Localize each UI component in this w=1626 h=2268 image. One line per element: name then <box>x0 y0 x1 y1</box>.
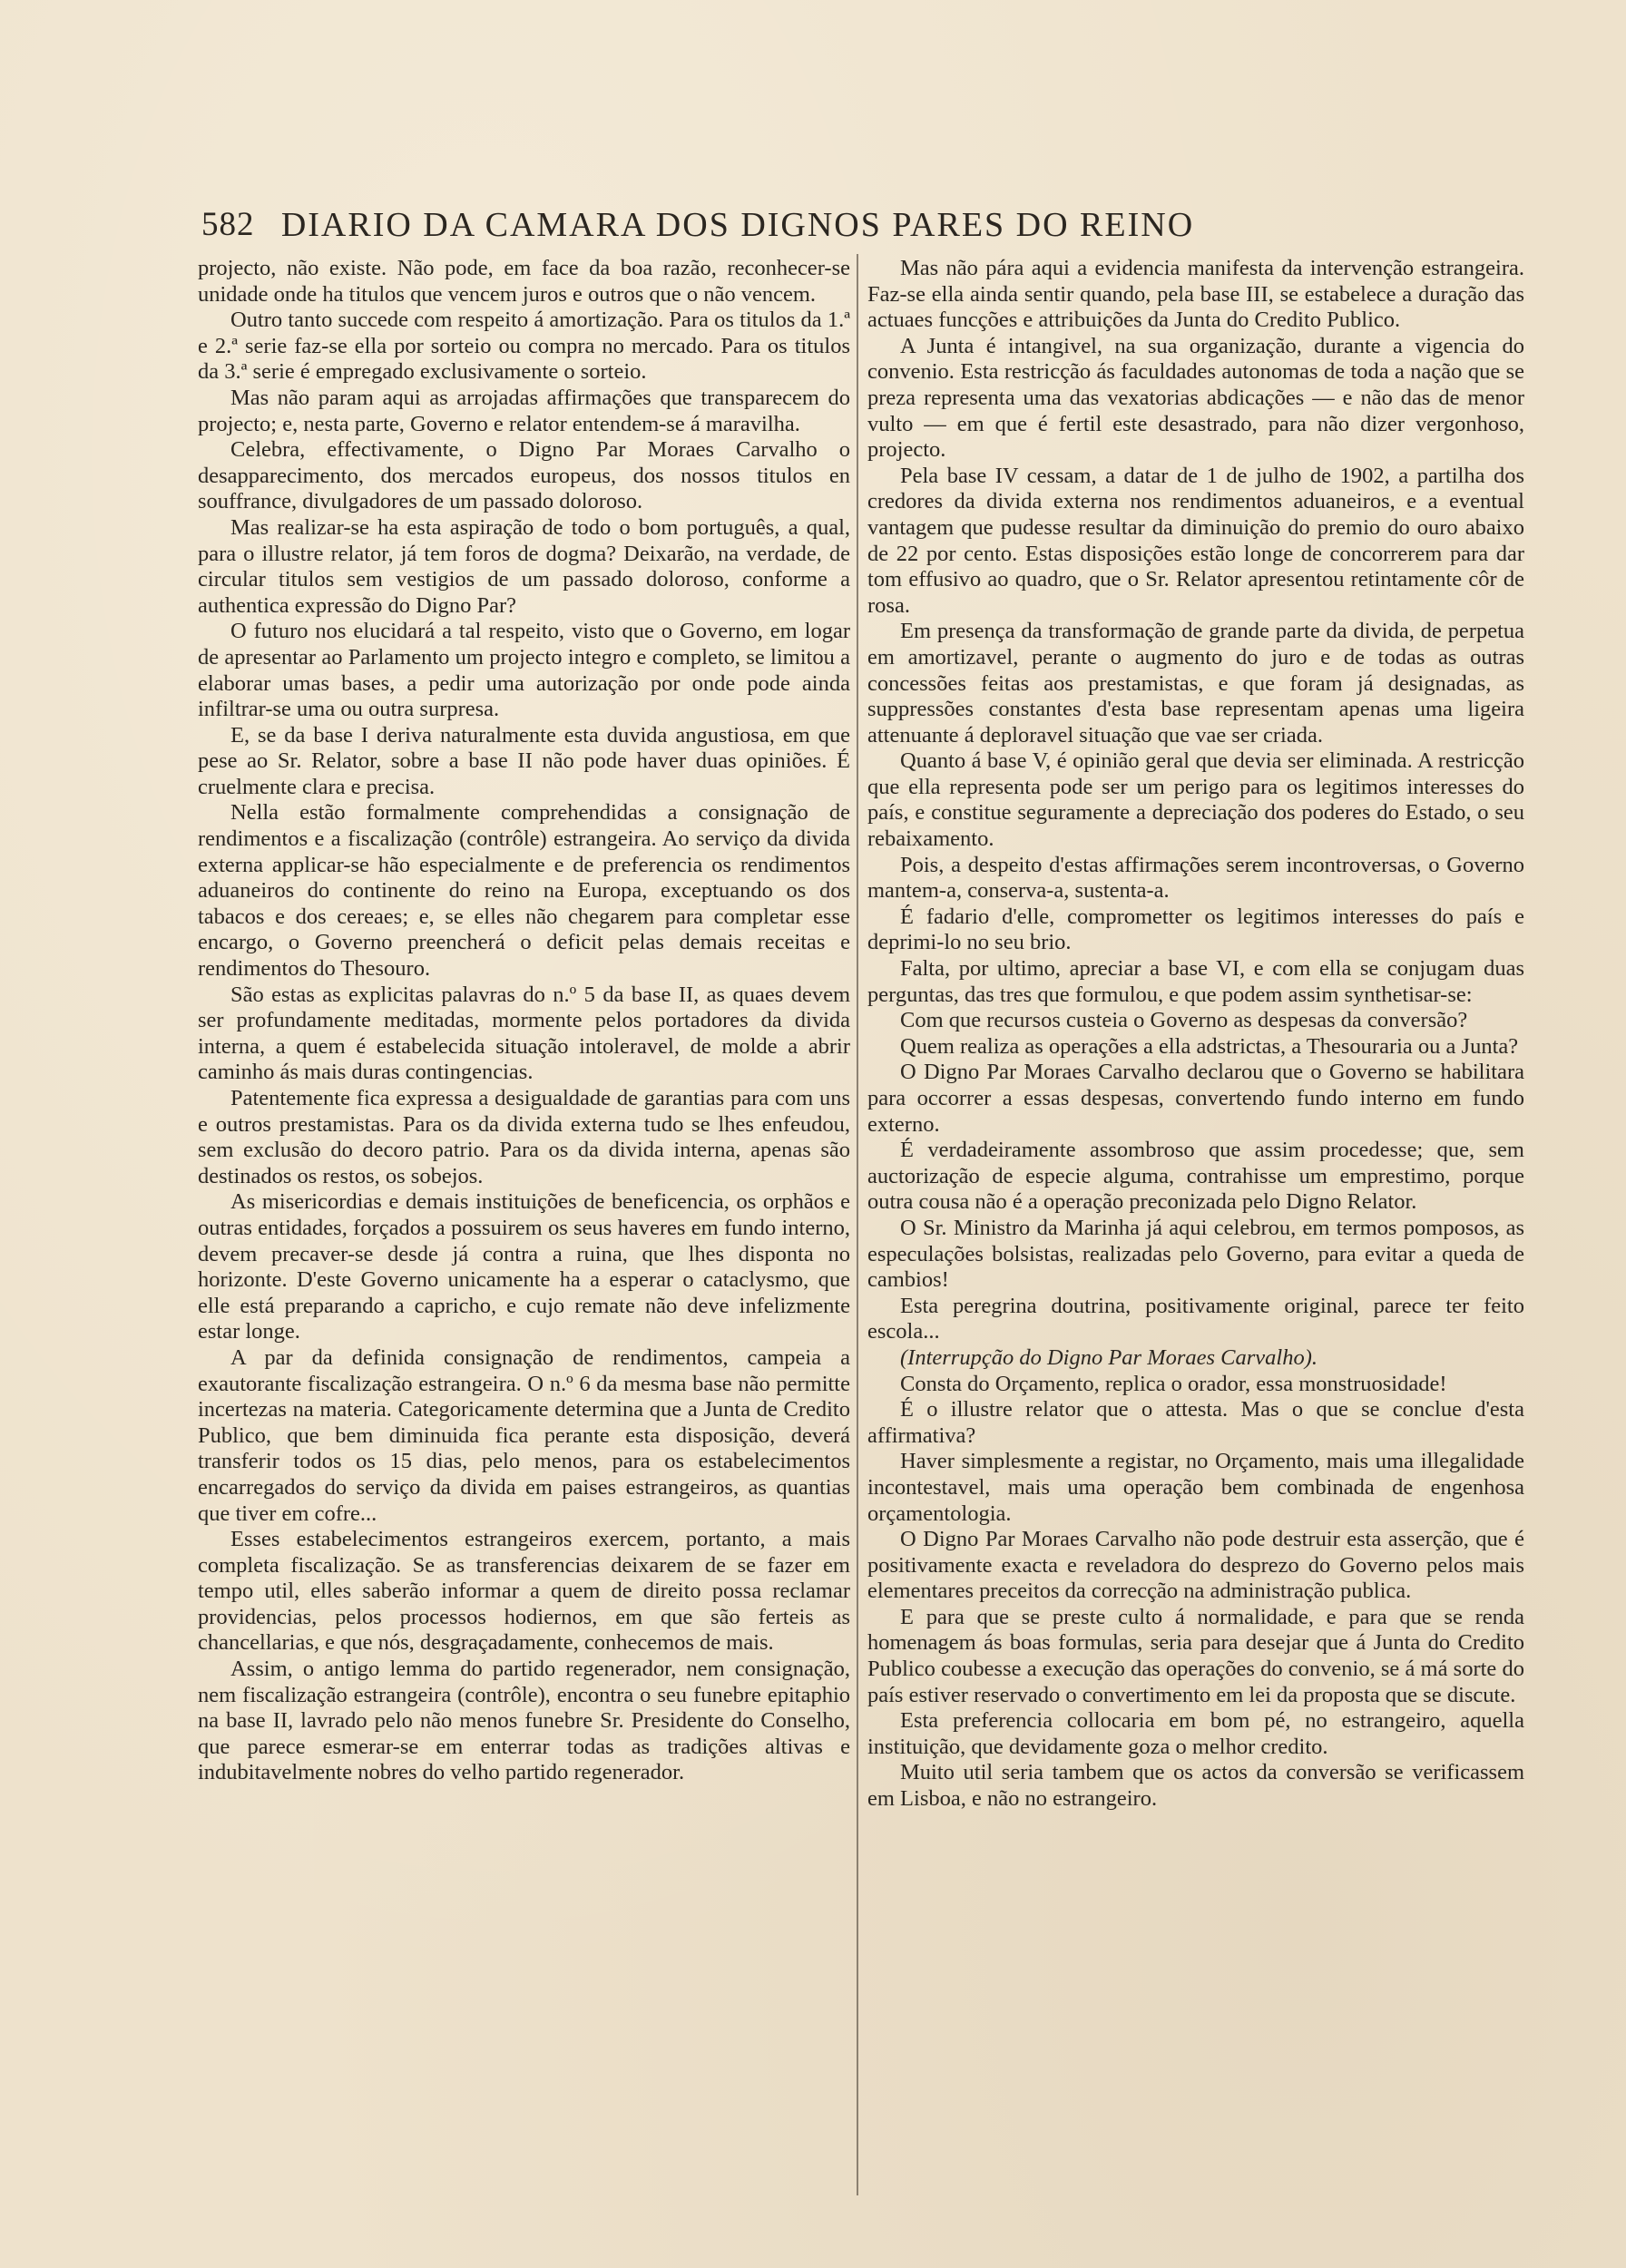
paragraph: Esta peregrina doutrina, positivamente original, parece ter feito escola... <box>867 1293 1524 1344</box>
paragraph: projecto, não existe. Não pode, em face da boa razão, reconhecer-se unidade onde ha titulos que vencem juros e outros que o não vencem. <box>198 256 850 307</box>
paragraph: Assim, o antigo lemma do partido regenerador, nem consignação, nem fiscalização estrangeira (contrôle), encontra o seu funebre epitaphio na base II, lavrado pelo não menos funebre Sr. Presidente do Conselho, que parece esmerar-se em enterrar todas as tradições altivas e indubitavelmente nobres do velho partido regenerador. <box>198 1657 850 1785</box>
running-title: DIARIO DA CAMARA DOS DIGNOS PARES DO REINO <box>280 206 1195 244</box>
paragraph: Mas não param aqui as arrojadas affirmações que transparecem do projecto; e, nesta parte, Governo e relator entendem-se á maravilha. <box>198 385 850 436</box>
paragraph: Falta, por ultimo, apreciar a base VI, e com ella se conjugam duas perguntas, das tres que formulou, e que podem assim synthetisar-se: <box>867 956 1524 1007</box>
paragraph: Com que recursos custeia o Governo as despesas da conversão? <box>900 1008 1468 1033</box>
paragraph: A Junta é intangivel, na sua organização, durante a vigencia do convenio. Esta restricção ás faculdades autonomas de toda a nação que se preza representa uma das vexatorias abdicações — e não das de menor vulto — em que é fertil este desastrado, para não dizer vergonhoso, projecto. <box>867 333 1524 463</box>
paragraph: E, se da base I deriva naturalmente esta duvida angustiosa, em que pese ao Sr. Relator, sobre a base II não pode haver duas opiniões. É cruelmente clara e precisa. <box>198 722 850 799</box>
paragraph: O Digno Par Moraes Carvalho declarou que o Governo se habilitara para occorrer a essas despesas, convertendo fundo interno em fundo externo. <box>867 1060 1524 1137</box>
paragraph: As misericordias e demais instituições de beneficencia, os orphãos e outras entidades, forçados a possuirem os seus haveres em fundo interno, devem precaver-se desde já contra a ruina, que lhes disponta no horizonte. D'este Governo unicamente ha a esperar o cataclysmo, que elle está preparando a capricho, e cujo remate não deve infelizmente estar longe. <box>198 1189 850 1344</box>
paragraph: A par da definida consignação de rendimentos, campeia a exautorante fiscalização estrangeira. O n.º 6 da mesma base não permitte incertezas na materia. Categoricamente determina que a Junta de Credito Publico, que bem diminuida fica perante esta disposição, deverá transferir todos os 15 dias, pelo menos, para os estabelecimentos encarregados do serviço da divida em paises estrangeiros, as quantias que tiver em cofre... <box>198 1344 850 1526</box>
paragraph: Mas não pára aqui a evidencia manifesta da intervenção estrangeira. Faz-se ella ainda sentir quando, pela base III, se estabelece a duração das actuaes funcções e attribuições da Junta do Credito Publico. <box>867 256 1524 333</box>
column-divider <box>857 254 858 2195</box>
paragraph: Nella estão formalmente comprehendidas a consignação de rendimentos e a fiscalização (contrôle) estrangeira. Ao serviço da divida externa applicar-se hão especialmente e de preferencia os rendimentos aduaneiros do continente do reino na Europa, exceptuando os dos tabacos e dos cereaes; e, se elles não chegarem para completar esse encargo, o Governo preencherá o deficit pelas demais receitas e rendimentos do Thesouro. <box>198 800 850 982</box>
paragraph: Em presença da transformação de grande parte da divida, de perpetua em amortizavel, perante o augmento do juro e de todas as outras concessões feitas aos prestamistas, e que foram já designadas, as suppressões constantes d'esta base representam apenas uma ligeira attenuante á deploravel situação que vae ser criada. <box>867 619 1524 748</box>
paragraph: Patentemente fica expressa a desigualdade de garantias para com uns e outros prestamistas. Para os da divida externa tudo se lhes enfeudou, sem exclusão do decoro patrio. Para os da divida interna, apenas são destinados os restos, os sobejos. <box>198 1086 850 1188</box>
left-column <box>198 256 850 1786</box>
paragraph: (Interrupção do Digno Par Moraes Carvalho). <box>900 1344 1318 1370</box>
paragraph: O Digno Par Moraes Carvalho não pode destruir esta asserção, que é positivamente exacta e reveladora do desprezo do Governo pelos mais elementares preceitos da correcção na administração publica. <box>867 1527 1524 1604</box>
paragraph: É verdadeiramente assombroso que assim procedesse; que, sem auctorização de especie alguma, contrahisse um emprestimo, porque outra cousa não é a operação preconizada pelo Digno Relator. <box>867 1138 1524 1215</box>
paragraph: Quem realiza as operações a ella adstrictas, a Thesouraria ou a Junta? <box>900 1033 1519 1059</box>
page-number: 582 <box>201 206 255 243</box>
paragraph: O futuro nos elucidará a tal respeito, visto que o Governo, em logar de apresentar ao Parlamento um projecto integro e completo, se limitou a elaborar umas bases, a pedir uma autorização por onde pode ainda infiltrar-se uma ou outra surpresa. <box>198 619 850 722</box>
paragraph: Esses estabelecimentos estrangeiros exercem, portanto, a mais completa fiscalização. Se as transferencias deixarem de se fazer em tempo util, elles saberão informar a quem de direito possa reclamar providencias, pelos processos hodiernos, em que são ferteis as chancellarias, e que nós, desgraçadamente, conhecemos de mais. <box>198 1527 850 1656</box>
right-column <box>867 256 1524 1813</box>
paragraph: Celebra, effectivamente, o Digno Par Moraes Carvalho o desapparecimento, dos mercados europeus, dos nossos titulos en souffrance, divulgadores de um passado doloroso. <box>198 437 850 514</box>
paragraph: São estas as explicitas palavras do n.º 5 da base II, as quaes devem ser profundamente meditadas, mormente pelos portadores da divida interna, a quem é estabelecida situação intoleravel, de molde a abrir caminho ás mais duras contingencias. <box>198 982 850 1085</box>
paragraph: Mas realizar-se ha esta aspiração de todo o bom português, a qual, para o illustre relator, já tem foros de dogma? Deixarão, na verdade, de circular titulos sem vestigios de um passado doloroso, conforme a authentica expressão do Digno Par? <box>198 514 850 618</box>
paragraph: Pela base IV cessam, a datar de 1 de julho de 1902, a partilha dos credores da divida externa nos rendimentos aduaneiros, e a eventual vantagem que pudesse resultar da diminuição do premio do ouro abaixo de 22 por cento. Estas disposições estão longe de concorrerem para dar tom effusivo ao quadro, que o Sr. Relator apresentou retintamente côr de rosa. <box>867 463 1524 618</box>
page-header <box>201 205 1274 250</box>
paragraph: É o illustre relator que o attesta. Mas o que se conclue d'esta affirmativa? <box>867 1397 1524 1448</box>
paragraph: Pois, a despeito d'estas affirmações serem incontroversas, o Governo mantem-a, conserva-a, sustenta-a. <box>867 852 1524 904</box>
paragraph: O Sr. Ministro da Marinha já aqui celebrou, em termos pomposos, as especulações bolsistas, realizadas pelo Governo, para evitar a queda de cambios! <box>867 1215 1524 1293</box>
paragraph: Haver simplesmente a registar, no Orçamento, mais uma illegalidade incontestavel, mais uma operação bem combinada de engenhosa orçamentologia. <box>867 1449 1524 1526</box>
paragraph: Muito util seria tambem que os actos da conversão se verificassem em Lisboa, e não no estrangeiro. <box>867 1760 1524 1812</box>
paragraph: Consta do Orçamento, replica o orador, essa monstruosidade! <box>900 1371 1447 1396</box>
paragraph: Esta preferencia collocaria em bom pé, no estrangeiro, aquella instituição, que devidamente goza o melhor credito. <box>867 1708 1524 1759</box>
paragraph: E para que se preste culto á normalidade, e para que se renda homenagem ás boas formulas, seria para desejar que á Junta do Credito Publico coubesse a execução das operações do convenio, se á má sorte do país estiver reservado o convertimento em lei da proposta que se discute. <box>867 1604 1524 1707</box>
paragraph: É fadario d'elle, comprometter os legitimos interesses do país e deprimi-lo no seu brio. <box>867 904 1524 955</box>
paragraph: Quanto á base V, é opinião geral que devia ser eliminada. A restricção que ella representa pode ser um perigo para os legitimos interesses do país, e constitue seguramente a depreciação dos poderes do Estado, o seu rebaixamento. <box>867 748 1524 852</box>
paragraph: Outro tanto succede com respeito á amortização. Para os titulos da 1.ª e 2.ª serie faz-se ella por sorteio ou compra no mercado. Para os titulos da 3.ª serie é empregado exclusivamente o sorteio. <box>198 308 850 385</box>
